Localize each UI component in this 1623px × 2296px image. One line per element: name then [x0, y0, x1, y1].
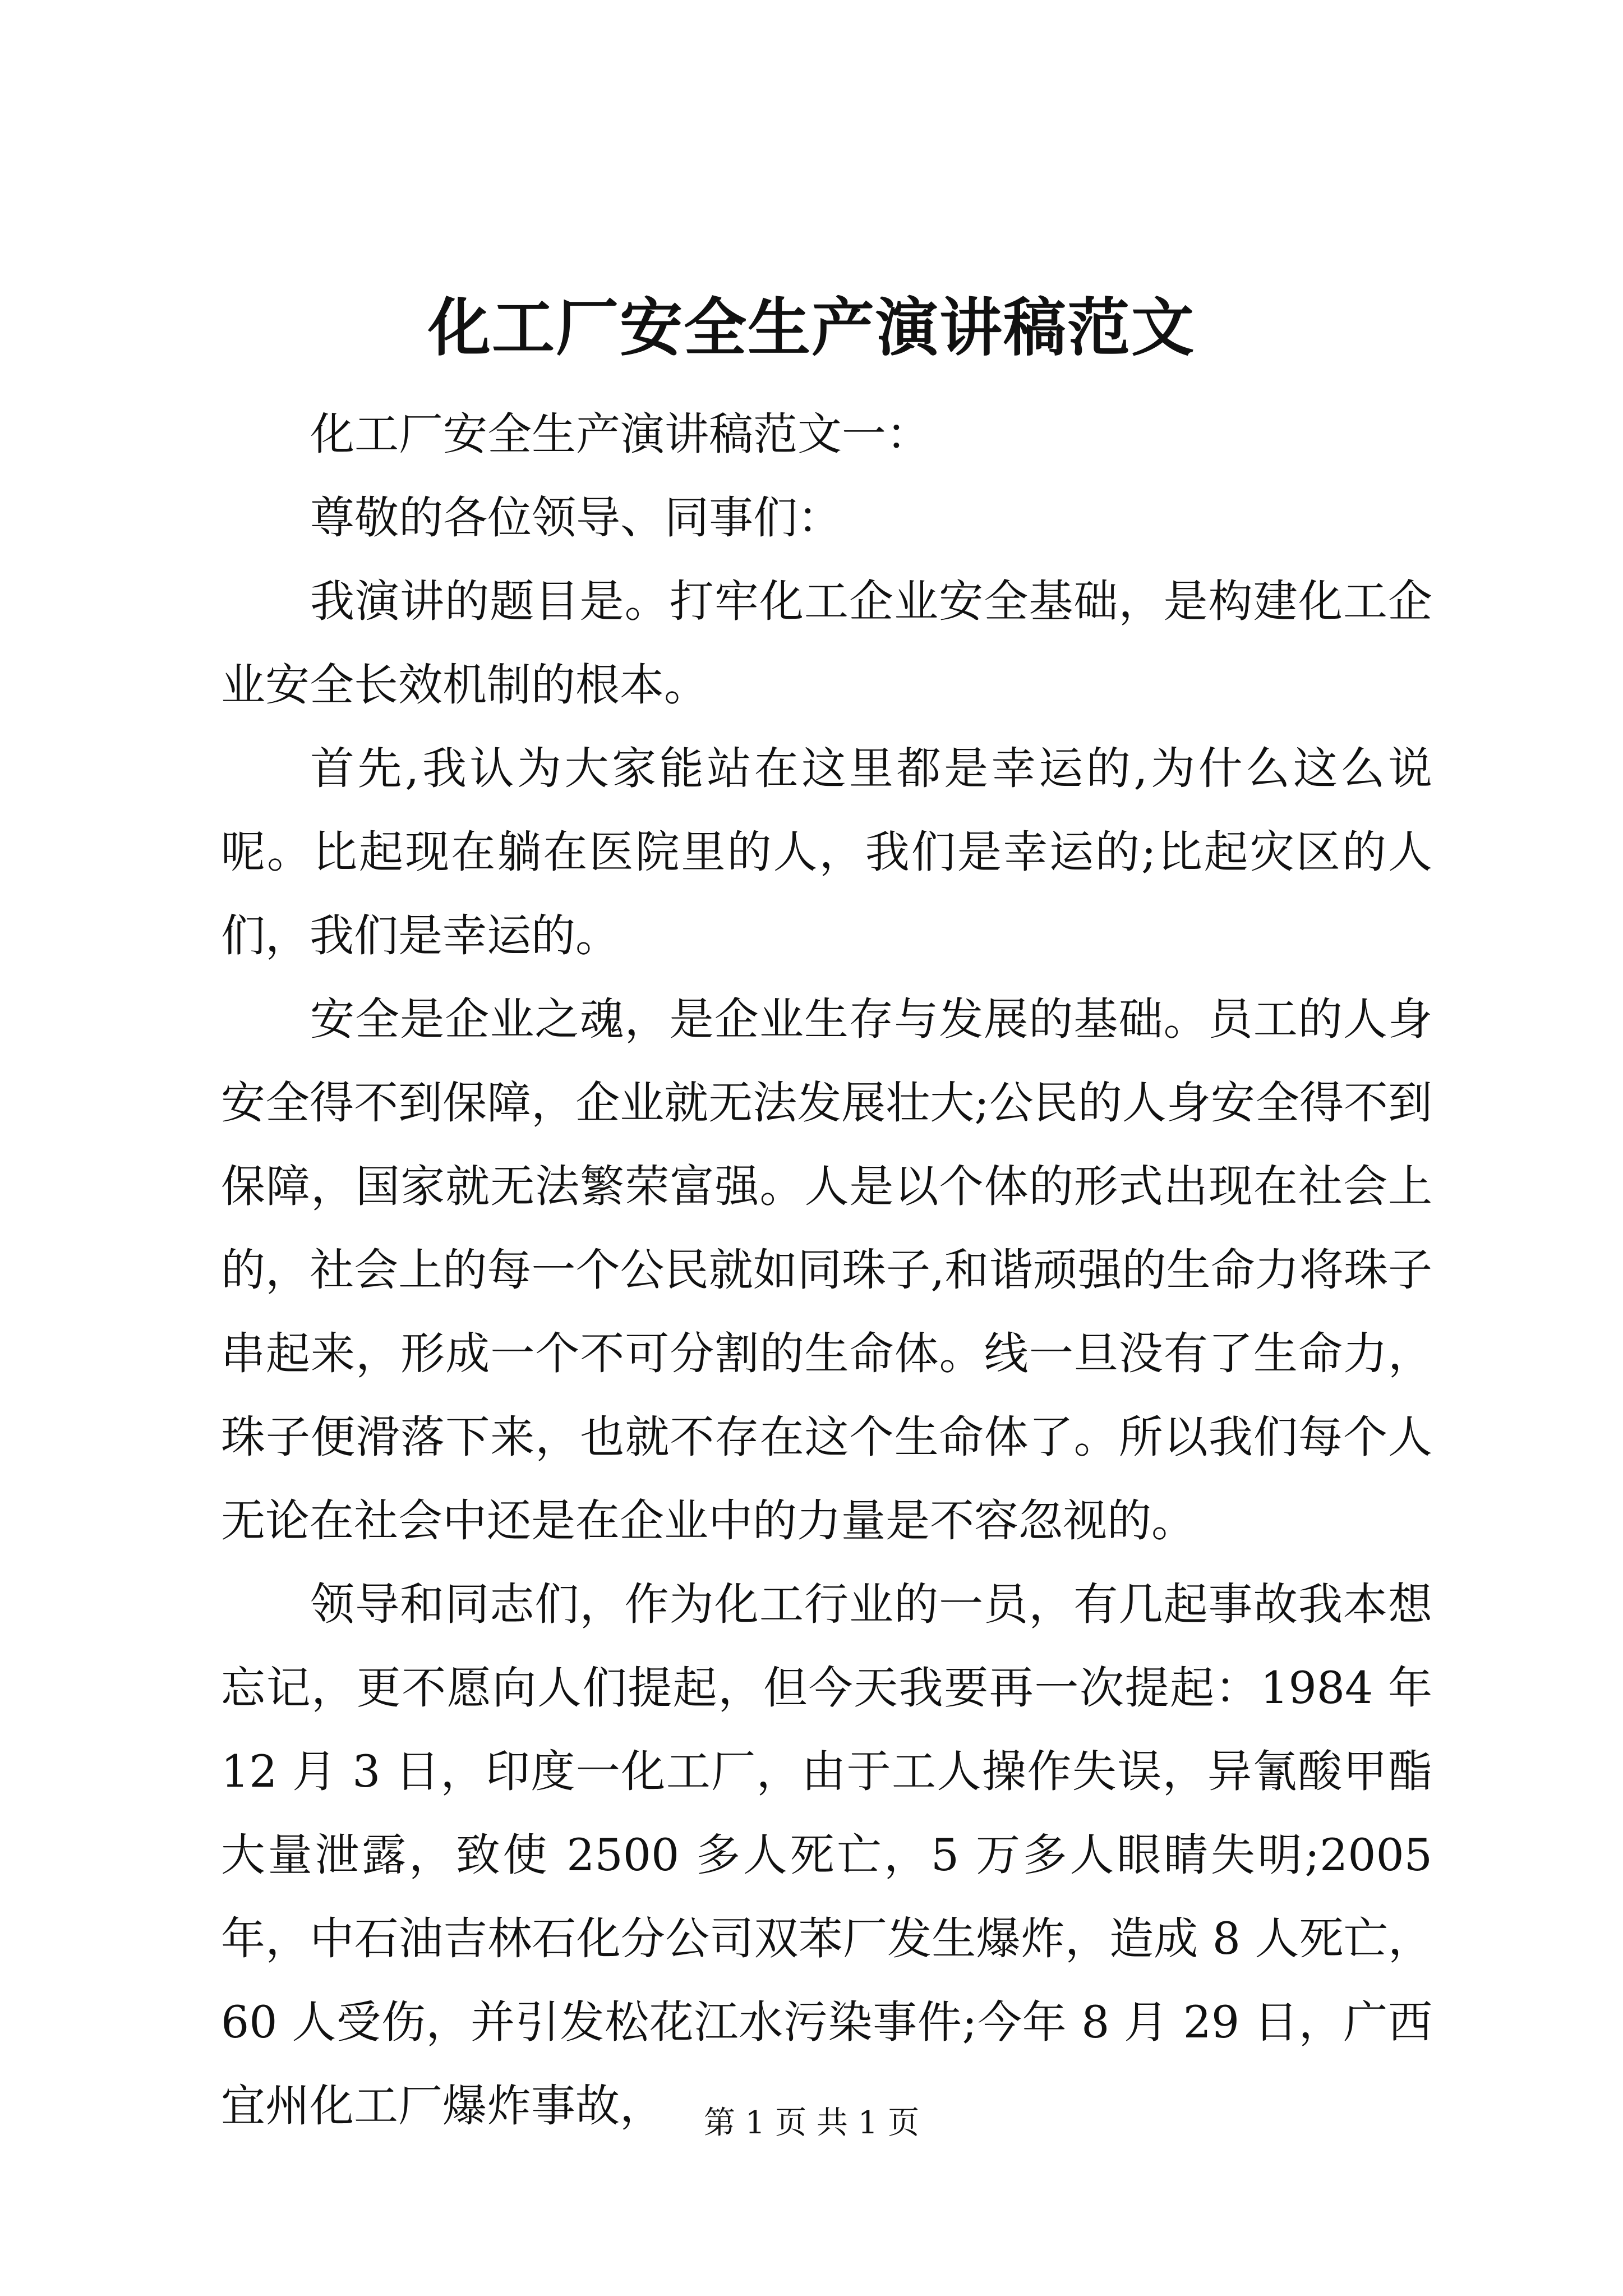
- paragraph-topic: 我演讲的题目是。打牢化工企业安全基础，是构建化工企业安全长效机制的根本。: [221, 576, 1432, 711]
- page-footer: 第 1 页 共 1 页: [703, 2105, 920, 2141]
- document-title: 化工厂安全生产演讲稿范文: [428, 291, 1195, 365]
- paragraph-safety-soul: 安全是企业之魂，是企业生存与发展的基础。员工的人身安全得不到保障，企业就无法发展壮大;公民的人身安全得不到保障，国家就无法繁荣富强。人是以个体的形式出现在社会上的，社会上的每一个公民就如同珠子,和谐顽强的生命力将珠子串起来，形成一个不可分割的生命体。线一旦没有了生命力，珠子便滑落下来，也就不存在这个生命体了。所以我们每个人无论在社会中还是在企业中的力量是不容忽视的。: [221, 993, 1432, 1547]
- paragraph-accidents: 领导和同志们，作为化工行业的一员，有几起事故我本想忘记，更不愿向人们提起，但今天我要再一次提起：1984 年 12 月 3 日，印度一化工厂，由于工人操作失误，异氰酸甲酯大量泄露，致使 2500 多人死亡，5 万多人眼睛失明;2005 年，中石油吉林石化分公司双苯厂发生爆炸，造成 8 人死亡，60 人受伤，并引发松花江水污染事件;今年 8 月 29 日，广西宜州化工厂爆炸事故，: [221, 1579, 1432, 2132]
- paragraph-section-heading: 化工厂安全生产演讲稿范文一：: [310, 408, 930, 460]
- paragraph-salutation: 尊敬的各位领导、同事们：: [310, 492, 842, 544]
- paragraph-fortunate: 首先,我认为大家能站在这里都是幸运的,为什么这么说呢。比起现在躺在医院里的人，我们是幸运的;比起灾区的人们，我们是幸运的。: [221, 743, 1432, 961]
- document-body: [221, 393, 1432, 2148]
